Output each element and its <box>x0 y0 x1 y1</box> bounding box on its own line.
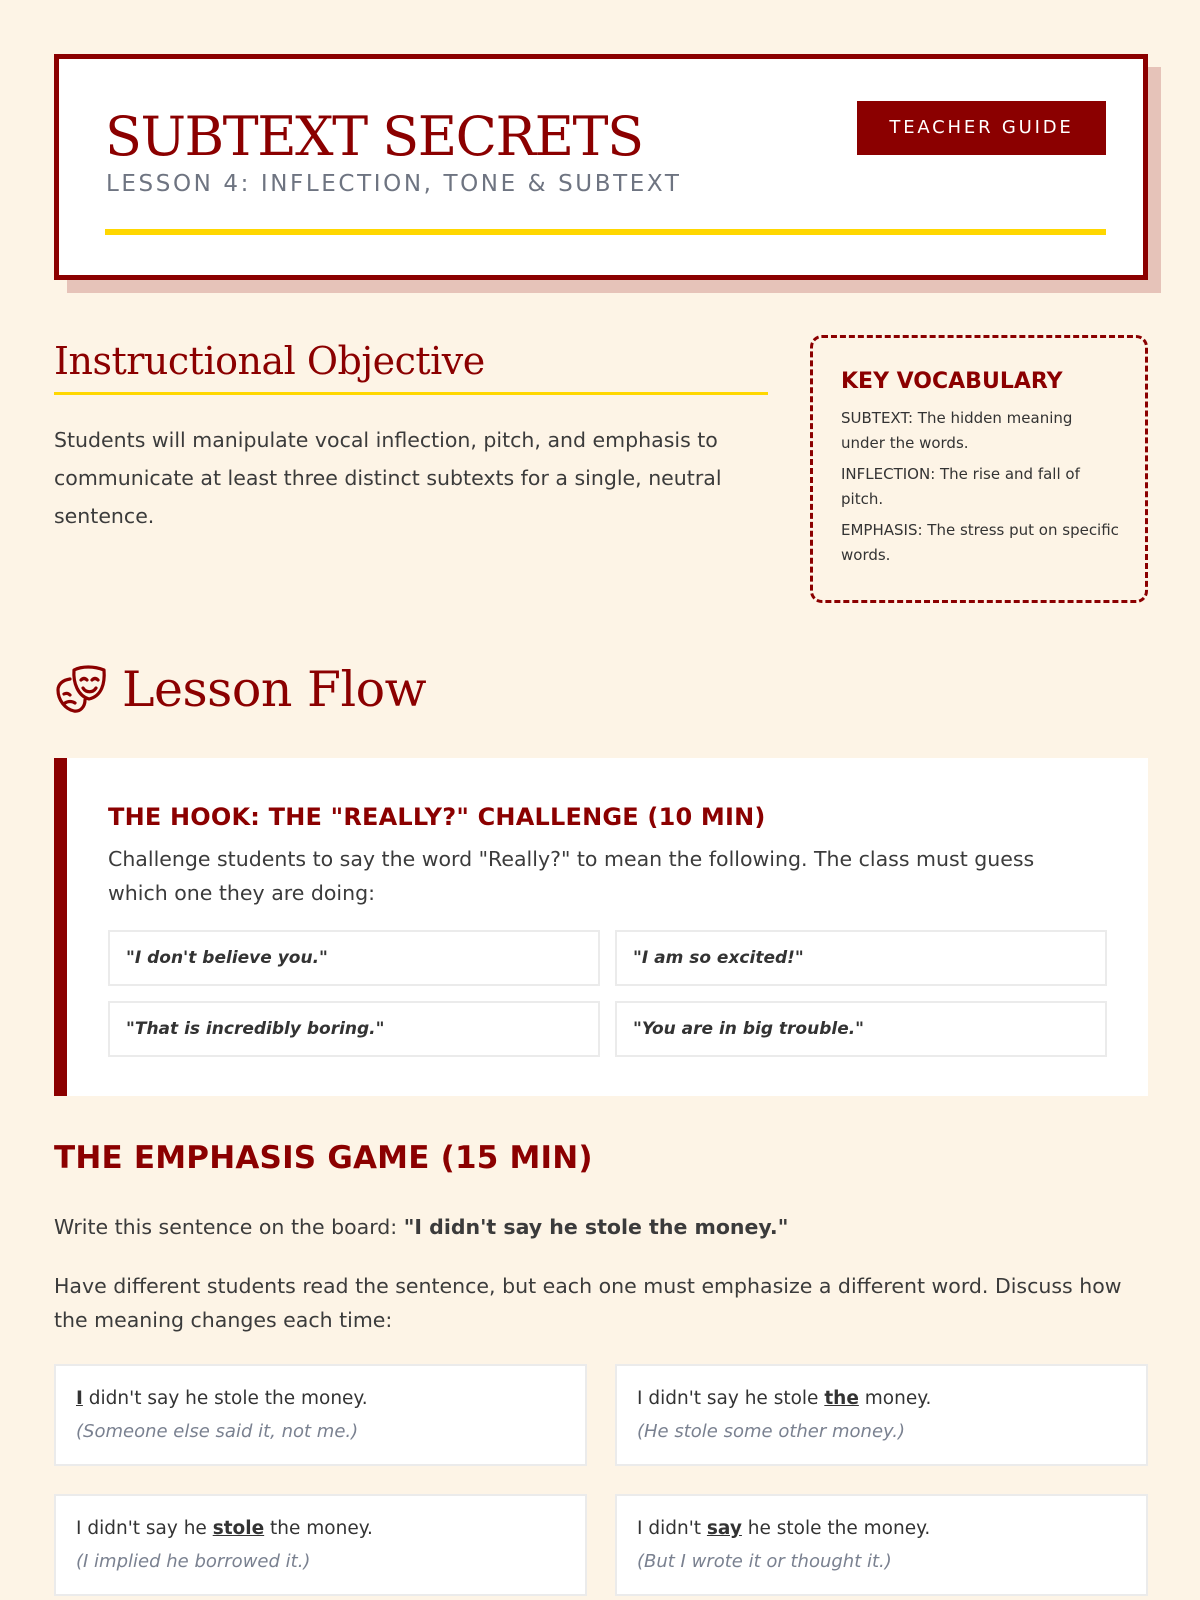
hook-instructions: Challenge students to say the word "Really?" to mean the following. The class must guess which one they are doing: <box>108 847 1035 905</box>
sentence-after: the money. <box>264 1518 373 1539</box>
sentence-after: he stole the money. <box>741 1518 931 1539</box>
header-card <box>54 54 1148 280</box>
stressed-word: stole <box>212 1518 265 1539</box>
hook-quote-grid <box>108 930 1108 1057</box>
theater-masks-icon <box>54 663 108 717</box>
lesson-flow-title: Lesson Flow <box>122 661 427 718</box>
emphasis-variant-grid <box>54 1364 1148 1596</box>
hook-quote: "I don't believe you." <box>108 930 600 986</box>
emphasis-game-heading: THE EMPHASIS GAME (15 MIN) <box>54 1140 593 1176</box>
variant-sentence <box>76 1384 565 1414</box>
vocabulary-item: SUBTEXT: The hidden meaning under the words. <box>841 409 1073 452</box>
emphasis-variant-card <box>615 1494 1148 1596</box>
emphasis-variant-card <box>54 1494 587 1596</box>
key-vocabulary-box <box>810 335 1148 603</box>
hook-quote: "That is incredibly boring." <box>108 1001 600 1057</box>
sentence-before: I didn't say he <box>76 1518 213 1539</box>
variant-meaning: (I implied he borrowed it.) <box>76 1551 311 1572</box>
sentence-before: I didn't say he stole <box>637 1388 825 1409</box>
emphasis-board-instruction <box>54 1210 1148 1244</box>
emphasis-variant-card <box>615 1364 1148 1466</box>
lesson-flow-heading <box>54 658 426 722</box>
variant-meaning: (But I wrote it or thought it.) <box>637 1551 892 1572</box>
page-title: SUBTEXT SECRETS <box>105 105 643 168</box>
hook-title: THE HOOK: THE "REALLY?" CHALLENGE (10 MIN) <box>108 803 766 831</box>
hook-quote: "I am so excited!" <box>615 930 1107 986</box>
hook-quote: "You are in big trouble." <box>615 1001 1107 1057</box>
sentence-after: money. <box>858 1388 932 1409</box>
page-subtitle: LESSON 4: INFLECTION, TONE & SUBTEXT <box>106 171 682 197</box>
variant-sentence <box>76 1514 565 1544</box>
board-sentence: "I didn't say he stole the money." <box>403 1215 789 1239</box>
emphasis-discussion-instruction: Have different students read the sentence, but each one must emphasize a different word. Discuss how the meaning changes each time: <box>54 1274 1122 1332</box>
objective-heading: Instructional Objective <box>54 336 768 395</box>
teacher-guide-badge: TEACHER GUIDE <box>857 101 1106 155</box>
variant-sentence <box>637 1384 1126 1414</box>
header-divider <box>105 229 1106 235</box>
emphasis-variant-card <box>54 1364 587 1466</box>
vocabulary-item: EMPHASIS: The stress put on specific words. <box>841 521 1119 564</box>
stressed-word: the <box>824 1388 859 1409</box>
stressed-word: I <box>76 1388 83 1409</box>
board-instruction-prefix: Write this sentence on the board: <box>54 1215 404 1239</box>
hook-card <box>54 758 1148 1096</box>
sentence-before: I didn't <box>637 1518 707 1539</box>
sentence-after: didn't say he stole the money. <box>82 1388 368 1409</box>
vocabulary-item: INFLECTION: The rise and fall of pitch. <box>841 465 1080 508</box>
variant-sentence <box>637 1514 1126 1544</box>
vocabulary-title: KEY VOCABULARY <box>841 369 1063 394</box>
variant-meaning: (Someone else said it, not me.) <box>76 1421 359 1442</box>
stressed-word: say <box>706 1518 742 1539</box>
objective-text: Students will manipulate vocal inflection, pitch, and emphasis to communicate at least three distinct subtexts for a single, neutral sentence. <box>54 428 722 528</box>
variant-meaning: (He stole some other money.) <box>637 1421 906 1442</box>
